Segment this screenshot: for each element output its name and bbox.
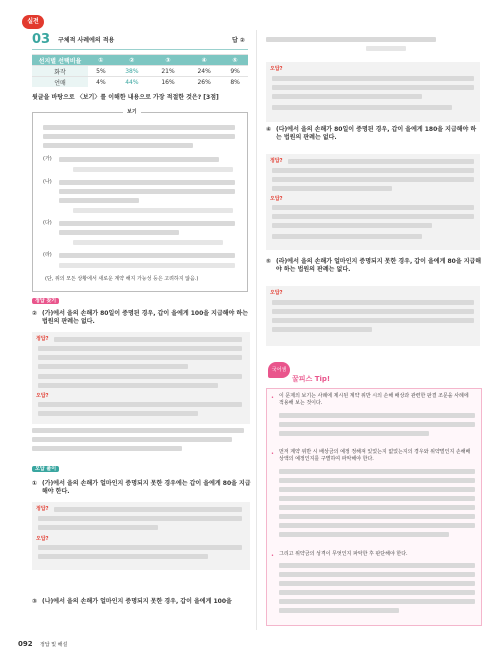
bogi-item: (가)	[43, 156, 52, 162]
choice-number: ③	[32, 598, 38, 605]
table-cell: 38%	[114, 66, 150, 77]
title-underline	[32, 49, 248, 50]
table-cell: 16%	[150, 77, 186, 88]
explanation-box: 오답?	[266, 62, 480, 122]
choice-title: (가)에서 을의 손해가 얼마인지 증명되지 못한 경우에는 갑이 을에게 80을 지급해야 한다.	[42, 480, 251, 495]
table-cell: 44%	[114, 77, 150, 88]
question-number: 03	[32, 32, 51, 47]
correct-label: 정답?	[36, 336, 49, 342]
answer-label: 답 ②	[232, 37, 245, 44]
choice-title: (나)에서 을의 손해가 얼마인지 증명되지 못한 경우, 갑이 을에게 100을	[42, 598, 232, 605]
explanation-box: 정답? 오답?	[266, 154, 480, 250]
table-cell: 24%	[186, 66, 222, 77]
explanation-box	[32, 332, 250, 424]
wrong-tag: 오답 풀이	[32, 466, 59, 473]
tips-badge-icon: 국어샘	[268, 362, 290, 378]
bogi-label: 보기	[123, 109, 141, 116]
table-header-col: ⑤	[222, 55, 248, 66]
table-cell: 9%	[222, 66, 248, 77]
table-row-label: 언매	[32, 77, 88, 88]
bogi-item: (다)	[43, 220, 52, 226]
bogi-item: (라)	[43, 252, 52, 258]
footer-section: 정답 및 해설	[40, 642, 68, 648]
page-number: 092	[18, 640, 33, 648]
tips-bullet: •	[271, 395, 274, 401]
bogi-footer: (단, 위의 모든 상황에서 새로운 계약 해지 가능성 등은 고려하지 않음.)	[45, 276, 199, 282]
choice-number: ④	[266, 126, 272, 133]
table-cell: 26%	[186, 77, 222, 88]
why-label: 오답?	[36, 393, 49, 399]
choice-number: ②	[32, 310, 38, 317]
explanation-box: 정답? 오답?	[32, 502, 250, 570]
table-cell: 4%	[88, 77, 114, 88]
bogi-item: (나)	[43, 179, 52, 185]
explanation-box: 오답?	[266, 286, 480, 346]
question-title: 구체적 사례에의 적용	[58, 37, 115, 44]
question-text: 윗글을 바탕으로 〈보기〉를 이해한 내용으로 가장 적절한 것은? [3점]	[32, 94, 219, 101]
choice-title: (라)에서 을의 손해가 얼마인지 증명되지 못한 경우, 갑이 을에게 80을 지급해야 하는 법원의 판례는 없다.	[276, 258, 482, 273]
table-cell: 5%	[88, 66, 114, 77]
correct-tag: 정답 찾기	[32, 298, 59, 305]
table-cell: 21%	[150, 66, 186, 77]
table-row-label: 화작	[32, 66, 88, 77]
choice-title: (다)에서 을의 손해가 80일이 증명된 경우, 갑이 을에게 180을 지급해야 하는 법원의 판례는 없다.	[276, 126, 477, 141]
tips-box: • 이 문제의 보기는 사례에 제시된 계약 위반 시의 손해 배상과 관련한 판결 조문을 사례에 적용해 보는 것이다. • 먼저 계약 위반 시 배상금의 예정 정해져 있었는지 없었는지의 경우와 위약벌인지 손해배상액의 예정인지를 구별하여 파악해야 한다. • 그리고 위약금의 성격이 무엇인지 파악한 후 판단해야 한다.	[266, 388, 482, 626]
table-header-col: ①	[88, 55, 114, 66]
tips-text: 이 문제의 보기는 사례에 제시된 계약 위반 시의 손해 배상과 관련한 판결 조문을 사례에 적용해 보는 것이다.	[279, 393, 469, 406]
tips-title: 꿀피스 Tip!	[292, 375, 331, 383]
bogi-box	[32, 109, 248, 292]
tips-text: 그리고 위약금의 성격이 무엇인지 파악한 후 판단해야 한다.	[279, 551, 408, 557]
table-header-col: ②	[114, 55, 150, 66]
table-header-label: 선지별 선택비율	[32, 55, 88, 66]
table-header-col: ④	[186, 55, 222, 66]
choice-number: ①	[32, 480, 38, 487]
section-badge: 실전	[22, 15, 44, 29]
column-divider	[256, 30, 257, 630]
table-header-col: ③	[150, 55, 186, 66]
selection-rate-table	[32, 54, 248, 87]
choice-number: ⑤	[266, 258, 272, 265]
table-cell: 8%	[222, 77, 248, 88]
tips-text: 먼저 계약 위반 시 배상금의 예정 정해져 있었는지 없었는지의 경우와 위약벌인지 손해배상액의 예정인지를 구별하여 파악해야 한다.	[279, 449, 471, 462]
choice-title: (가)에서 을의 손해가 80일이 증명된 경우, 갑이 을에게 100을 지급해야 하는 법원의 판례는 없다.	[42, 310, 249, 325]
